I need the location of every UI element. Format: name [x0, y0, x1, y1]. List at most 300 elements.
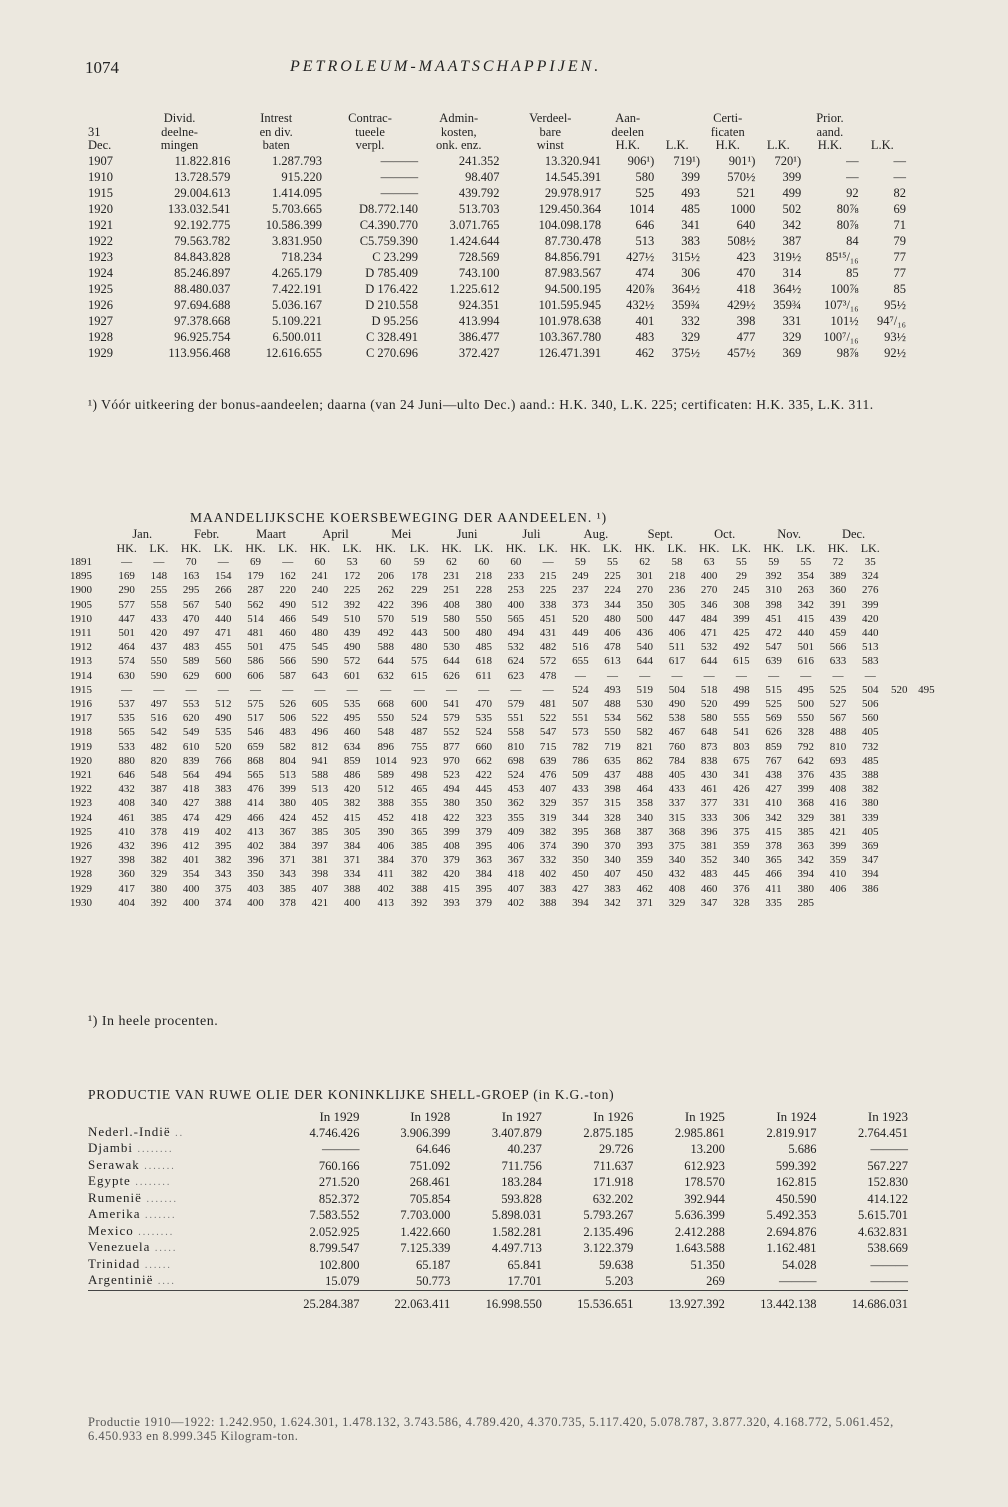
value-cell: 84.856.791 [544, 249, 602, 264]
header-cell: Dec. [88, 138, 112, 152]
price-cell: 422 [443, 811, 460, 824]
header-cell: kosten, [440, 124, 477, 139]
price-cell: 59 [768, 556, 780, 568]
price-cell: 262 [377, 584, 394, 597]
page-number: 1074 [85, 58, 119, 77]
price-cell: 231 [443, 570, 460, 583]
price-cell: 590 [311, 655, 329, 668]
value-cell: 5.109.221 [271, 313, 322, 328]
price-cell: 399 [797, 783, 815, 796]
price-cell: 355 [411, 797, 428, 810]
price-cell: 518 [700, 683, 718, 696]
value-cell: 7.583.552 [309, 1208, 360, 1222]
production-note: Productie 1910—1922: 1.242.950, 1.624.301, 1.478.132, 3.743.586, 4.789.420, 4.370.735, 5.117.420, 5.078.787, 3.877.320, 4.168.772, 5.061.452, 6.450.933 en 8.999.345 Kilogram-ton. [88, 1415, 894, 1443]
price-cell: 580 [443, 612, 460, 625]
hk-label: HK. [699, 541, 720, 555]
price-cell: 558 [507, 726, 525, 739]
price-cell: 877 [443, 740, 460, 753]
value-cell: 743.100 [458, 265, 500, 280]
value-cell: ——— [870, 1274, 908, 1288]
price-cell: 588 [377, 641, 394, 654]
price-cell: 803 [733, 740, 750, 753]
price-cell: 452 [311, 811, 329, 824]
price-cell: 344 [604, 598, 621, 611]
value-cell: 13.728.579 [174, 169, 231, 184]
month-header: Juni [456, 527, 478, 541]
value-cell: 612.923 [684, 1158, 725, 1173]
price-cell: 880 [118, 754, 135, 767]
financial-table-header [88, 112, 906, 153]
price-cell: 407 [539, 783, 557, 796]
price-cell: — [121, 556, 133, 568]
price-cell: 408 [668, 882, 686, 895]
price-cell: 388 [343, 882, 361, 895]
price-cell: 410 [118, 825, 135, 838]
price-cell: — [153, 556, 165, 568]
price-cell: 394 [572, 896, 589, 909]
value-cell: 751.092 [409, 1158, 451, 1173]
price-cell: 551 [507, 712, 525, 725]
table-row [70, 825, 940, 839]
table-row [88, 1141, 908, 1158]
value-cell: 98.407 [465, 169, 500, 184]
price-cell: 427 [765, 783, 782, 796]
table-row [88, 185, 906, 201]
price-cell: 466 [765, 868, 782, 881]
price-cell: 396 [411, 598, 428, 611]
price-cell: 432 [668, 868, 686, 881]
price-cell: 179 [247, 570, 264, 583]
price-cell: 305 [668, 598, 686, 611]
price-cell: 455 [215, 641, 232, 654]
price-cell: 324 [861, 570, 879, 583]
value-cell: 718.234 [281, 249, 322, 264]
value-cell: 2.819.917 [766, 1125, 817, 1140]
header-cell: Certi- [713, 111, 743, 125]
leader-dots: ........ [130, 1177, 172, 1188]
year-header: In 1923 [867, 1109, 908, 1124]
value-cell: 271.520 [318, 1175, 360, 1189]
price-cell: 344 [572, 811, 589, 824]
value-cell: 474 [635, 265, 655, 280]
price-cell: 546 [247, 726, 264, 739]
value-cell: 84 [846, 233, 859, 248]
value-cell: 728.569 [458, 249, 500, 264]
table-row [70, 626, 940, 640]
value-cell: 457½ [727, 345, 756, 360]
value-cell: 2.764.451 [858, 1125, 908, 1140]
price-cell: 583 [861, 655, 879, 668]
lk-label: LK. [342, 541, 362, 555]
year-cell: 1927 [70, 854, 92, 867]
price-cell: 642 [797, 754, 815, 767]
price-cell: 786 [572, 754, 589, 767]
year-header: In 1927 [501, 1109, 542, 1124]
price-cell: 461 [700, 783, 718, 796]
price-cell: 416 [829, 797, 847, 810]
price-cell: 433 [668, 783, 686, 796]
price-cell: 290 [118, 584, 135, 597]
price-cell: — [510, 683, 522, 696]
price-cell: 328 [797, 726, 815, 739]
price-cell: 615 [733, 655, 750, 668]
price-cell: 379 [475, 825, 492, 838]
price-cell: 62 [639, 556, 651, 568]
price-cell: 323 [475, 811, 492, 824]
value-cell: 420⅞ [626, 281, 655, 296]
table-row [70, 583, 940, 597]
page-header [85, 58, 945, 82]
price-cell: 329 [668, 896, 686, 909]
value-cell: 711.637 [593, 1158, 634, 1173]
price-cell: 59 [413, 556, 425, 568]
price-cell: 534 [604, 712, 621, 725]
value-cell: 2.412.288 [674, 1224, 725, 1239]
price-cell: 400 [182, 882, 200, 895]
value-cell: 1014 [629, 201, 655, 216]
price-cell: 662 [475, 754, 492, 767]
value-cell: 705.854 [409, 1191, 451, 1206]
value-cell: 12.616.655 [265, 345, 322, 360]
price-cell: 480 [604, 612, 621, 625]
year-cell: 1929 [88, 345, 113, 360]
year-cell: 1929 [70, 882, 92, 895]
price-cell: 249 [572, 570, 589, 583]
price-cell: 263 [797, 584, 815, 597]
leader-dots: ...... [140, 1259, 172, 1271]
price-cell: 482 [150, 740, 168, 753]
price-cell: 432 [118, 783, 135, 796]
value-cell: 50.773 [415, 1274, 451, 1288]
value-cell: 760.166 [318, 1158, 360, 1173]
price-cell [821, 896, 854, 910]
value-cell: 85.246.897 [174, 265, 231, 280]
year-cell: 1910 [88, 169, 113, 184]
year-cell: 1917 [70, 712, 92, 725]
price-cell: 782 [572, 740, 589, 753]
price-cell: 253 [507, 584, 525, 597]
price-cell: 478 [539, 669, 557, 682]
value-cell: 133.032.541 [167, 201, 231, 216]
price-cell: 550 [150, 655, 168, 668]
price-cell: 552 [443, 726, 460, 739]
table-row [70, 896, 940, 910]
price-cell: 549 [311, 612, 329, 625]
price-cell: 363 [475, 854, 492, 867]
country-label: Venezuela [88, 1239, 151, 1254]
price-cell: 400 [247, 896, 264, 909]
header-cell: baten [262, 138, 290, 152]
hk-label: HK. [245, 541, 266, 555]
price-cell: 626 [765, 726, 782, 739]
value-cell: 87.730.478 [544, 233, 602, 248]
value-cell: 359¾ [671, 297, 701, 312]
value-cell: 15.079 [325, 1274, 360, 1288]
price-cell: 337 [668, 797, 686, 810]
price-cell: 810 [507, 740, 525, 753]
price-cell: 567 [182, 598, 200, 611]
price-cell: 301 [636, 570, 653, 583]
year-cell: 1924 [70, 811, 92, 824]
lk-label: LK. [796, 541, 816, 555]
price-cell: 553 [182, 698, 200, 711]
price-cell: 331 [733, 797, 750, 810]
price-cell: 639 [539, 754, 557, 767]
price-cell: 465 [411, 783, 428, 796]
value-cell: 40.237 [507, 1142, 542, 1156]
price-cell: 564 [182, 769, 200, 782]
price-cell: 732 [861, 740, 879, 753]
price-cell: 388 [861, 769, 879, 782]
year-cell: 1918 [70, 726, 92, 739]
price-cell: — [217, 556, 229, 568]
country-name [88, 1207, 268, 1224]
value-cell: 10.586.399 [265, 217, 322, 232]
table-row [88, 313, 906, 329]
price-cell: 480 [311, 627, 329, 640]
year-cell: 1926 [88, 297, 113, 312]
price-cell: 485 [475, 641, 492, 654]
year-cell: 1922 [70, 783, 92, 796]
hk-label: HK. [763, 541, 784, 555]
price-cell: 542 [150, 726, 168, 739]
table-row [70, 796, 940, 810]
table-row [70, 598, 940, 612]
price-cell: 868 [247, 754, 264, 767]
total-cell: 14.686.031 [816, 1290, 908, 1311]
price-cell: 408 [118, 797, 135, 810]
table-row [88, 1273, 908, 1290]
price-cell: 488 [604, 698, 621, 711]
corner-cell [88, 1110, 268, 1125]
price-cell: 471 [700, 627, 718, 640]
price-cell: 410 [829, 868, 847, 881]
price-cell: 363 [797, 840, 815, 853]
country-label: Serawak [88, 1156, 140, 1172]
price-cell: 486 [343, 769, 361, 782]
price-cell: 215 [539, 570, 557, 583]
value-cell: 372.427 [458, 345, 500, 360]
price-cell: 567 [829, 712, 847, 725]
price-cell: 382 [411, 868, 428, 881]
price-cell: 355 [507, 811, 525, 824]
header-cell: H.K. [715, 138, 740, 152]
value-cell: C 328.491 [365, 329, 419, 344]
price-cell: 476 [539, 769, 557, 782]
table-row [70, 867, 940, 881]
price-cell: 218 [668, 570, 686, 583]
value-cell: 100⁷/₁₆ [823, 329, 859, 344]
total-cell: 13.442.138 [725, 1290, 817, 1311]
price-cell: 719 [604, 740, 621, 753]
price-cell: 396 [247, 854, 264, 867]
price-cell: 367 [507, 854, 525, 867]
value-cell: 924.351 [458, 297, 500, 312]
price-cell: — [864, 669, 876, 682]
price-cell: 496 [311, 726, 329, 739]
table-row [88, 329, 906, 345]
price-cell: 459 [829, 627, 847, 640]
header-cell: en div. [259, 124, 293, 139]
price-cell: 395 [475, 882, 492, 895]
price-cell: 354 [797, 570, 815, 583]
value-cell: C5.759.390 [359, 233, 419, 248]
value-cell: 2.985.861 [674, 1125, 725, 1140]
total-cell: 15.536.651 [542, 1290, 634, 1311]
price-cell: 375 [668, 840, 686, 853]
price-cell: 506 [861, 698, 879, 711]
value-cell: 483 [635, 329, 655, 344]
table-row [70, 612, 940, 626]
price-cell: 541 [443, 698, 460, 711]
price-cell: 384 [475, 868, 492, 881]
value-cell: 3.122.379 [583, 1241, 634, 1255]
price-cell: 218 [475, 570, 492, 583]
financial-table [88, 112, 906, 361]
price-cell: — [121, 683, 133, 696]
value-cell: 162.815 [775, 1175, 817, 1189]
price-cell: 547 [539, 726, 557, 739]
price-cell: 635 [604, 754, 621, 767]
price-cell: 381 [311, 854, 329, 867]
price-cell: 55 [607, 556, 619, 568]
price-cell: 839 [182, 754, 200, 767]
price-cell: 362 [507, 797, 525, 810]
price-cell: 500 [443, 627, 460, 640]
price-cell: 406 [604, 627, 621, 640]
price-cell: 485 [861, 754, 879, 767]
price-cell: 225 [539, 584, 557, 597]
header-cell: L.K. [870, 138, 894, 152]
table-row [70, 782, 940, 796]
country-label: Trinidad [88, 1255, 141, 1271]
year-cell: 1912 [70, 641, 92, 654]
price-cell: 471 [215, 627, 232, 640]
value-cell: ——— [778, 1274, 817, 1288]
value-cell: 183.284 [501, 1175, 542, 1189]
value-cell: 1.582.281 [491, 1224, 542, 1239]
monthly-prices-table [70, 527, 940, 910]
price-cell: 784 [668, 754, 686, 767]
total-cell: 16.998.550 [450, 1290, 542, 1311]
value-cell: 4.265.179 [271, 265, 322, 280]
price-cell: 432 [118, 840, 135, 853]
price-cell: 617 [668, 655, 686, 668]
value-cell: 84.843.828 [174, 249, 231, 264]
price-cell: 233 [507, 570, 525, 583]
price-cell: 398 [765, 598, 782, 611]
price-cell: 447 [668, 612, 686, 625]
value-cell: 29.004.613 [174, 185, 231, 200]
price-cell: 405 [311, 797, 329, 810]
value-cell: 3.906.399 [400, 1125, 451, 1140]
price-cell: 439 [343, 627, 361, 640]
month-header: April [322, 527, 349, 541]
price-cell: 445 [733, 868, 750, 881]
value-cell: 383 [681, 233, 701, 248]
price-cell: 451 [765, 612, 782, 625]
year-cell: 1915 [70, 683, 92, 696]
header-cell: Intrest [260, 111, 293, 125]
hk-label: HK. [309, 541, 331, 555]
value-cell: 359¾ [773, 297, 802, 312]
table-row [88, 1240, 908, 1257]
table-row [70, 683, 940, 697]
country-name [88, 1224, 268, 1241]
price-cell: 388 [377, 797, 394, 810]
year-cell: 1928 [88, 329, 113, 344]
price-cell: 413 [247, 825, 264, 838]
price-cell: 245 [733, 584, 750, 597]
price-cell: 421 [311, 896, 329, 909]
table-row [88, 249, 906, 265]
price-cell: 565 [507, 612, 525, 625]
price-cell: 228 [475, 584, 492, 597]
price-cell: 513 [279, 769, 296, 782]
value-cell: 95½ [884, 297, 906, 312]
table-row [88, 297, 906, 313]
price-cell: 405 [668, 769, 686, 782]
price-cell: 371 [279, 854, 296, 867]
price-cell: 501 [797, 641, 815, 654]
price-cell: 328 [733, 896, 750, 909]
price-cell: 392 [765, 570, 782, 583]
price-cell: 360 [829, 584, 847, 597]
price-cell: 402 [507, 896, 525, 909]
price-cell: 237 [572, 584, 589, 597]
price-cell: 420 [861, 612, 879, 625]
value-cell: 470 [736, 265, 756, 280]
price-cell: 365 [765, 854, 782, 867]
price-cell: 357 [572, 797, 589, 810]
value-cell: 80⅞ [836, 217, 859, 232]
price-cell: 308 [733, 598, 750, 611]
price-cell: 369 [861, 840, 879, 853]
value-cell: 1.225.612 [449, 281, 500, 296]
value-cell: 423 [736, 249, 756, 264]
price-cell: 494 [215, 769, 232, 782]
header-cell [859, 126, 906, 140]
lk-label: LK. [213, 541, 233, 555]
value-cell: 113.956.468 [168, 345, 231, 360]
hk-label: HK. [505, 541, 527, 555]
price-cell: 241 [311, 570, 329, 583]
price-cell: — [735, 669, 747, 682]
value-cell: 97.694.688 [174, 297, 231, 312]
month-header: Aug. [583, 527, 609, 541]
price-cell: 437 [150, 641, 168, 654]
value-cell: 100⅞ [830, 281, 859, 296]
table-row [70, 853, 940, 867]
price-cell: 408 [443, 598, 460, 611]
value-cell: 97.378.668 [174, 313, 231, 328]
price-cell: 460 [700, 882, 718, 895]
leader-dots: ..... [150, 1243, 178, 1254]
value-cell: ——— [380, 153, 419, 168]
price-cell: 533 [118, 740, 135, 753]
table-row [70, 811, 940, 825]
production-header [88, 1110, 908, 1125]
price-cell: 329 [150, 868, 168, 881]
price-cell: 70 [185, 556, 197, 568]
price-cell: 480 [411, 641, 428, 654]
price-cell: 381 [700, 840, 718, 853]
price-cell: 29 [735, 570, 747, 583]
price-cell: 378 [765, 840, 782, 853]
price-cell: 445 [475, 783, 492, 796]
price-cell: 383 [215, 783, 232, 796]
price-cell: 426 [733, 783, 750, 796]
